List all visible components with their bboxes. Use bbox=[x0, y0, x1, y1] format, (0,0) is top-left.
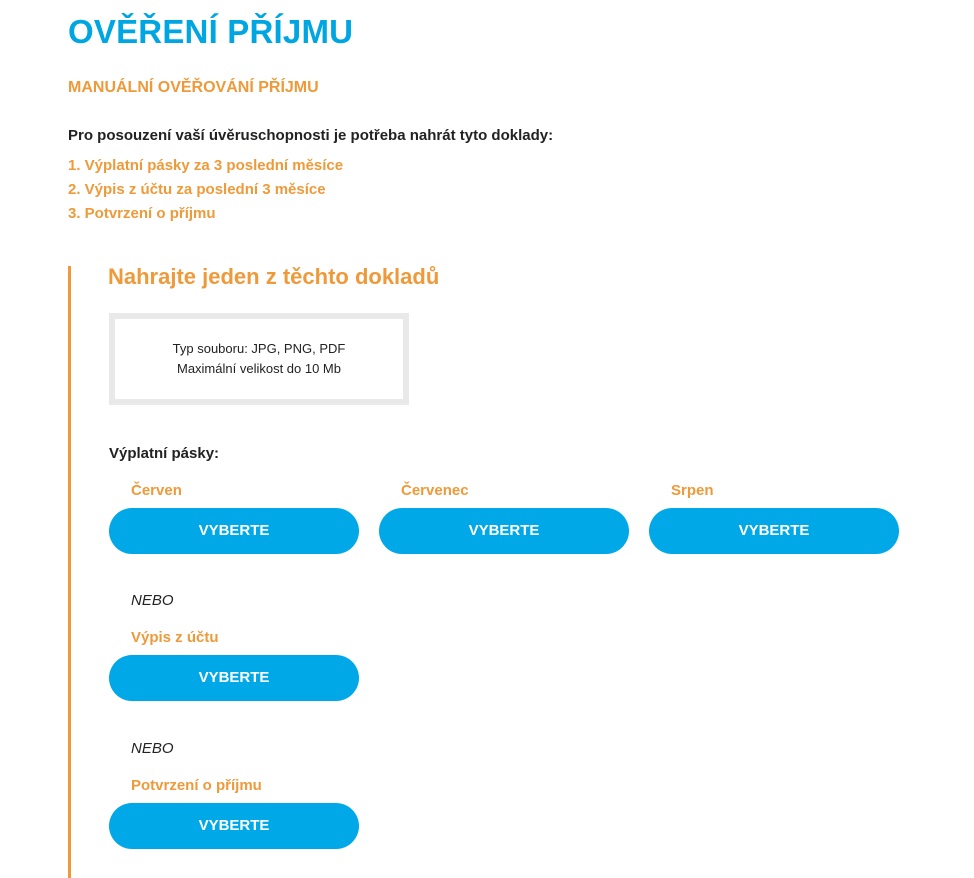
required-document-item: 3. Potvrzení o příjmu bbox=[68, 205, 216, 222]
select-file-button-income-confirmation[interactable]: VYBERTE bbox=[109, 803, 359, 849]
bank-statement-group bbox=[109, 628, 359, 701]
page-title: OVĚŘENÍ PŘÍJMU bbox=[68, 13, 354, 50]
upload-section-title: Nahrajte jeden z těchto dokladů bbox=[108, 264, 440, 289]
income-confirmation-label: Potvrzení o příjmu bbox=[131, 777, 262, 794]
payslips-label: Výplatní pásky: bbox=[109, 445, 220, 462]
intro-text: Pro posouzení vaší úvěruschopnosti je potřeba nahrát tyto doklady: bbox=[68, 127, 554, 144]
payslip-july-group bbox=[379, 481, 629, 554]
select-file-button-august[interactable]: VYBERTE bbox=[649, 508, 899, 554]
file-requirements-box bbox=[109, 313, 409, 405]
or-separator: NEBO bbox=[131, 592, 174, 609]
select-file-button-july[interactable]: VYBERTE bbox=[379, 508, 629, 554]
month-label-july: Červenec bbox=[401, 482, 469, 499]
page-subtitle: MANUÁLNÍ OVĚŘOVÁNÍ PŘÍJMU bbox=[68, 79, 319, 96]
select-file-button-bank-statement[interactable]: VYBERTE bbox=[109, 655, 359, 701]
upload-section bbox=[68, 266, 911, 878]
income-confirmation-group bbox=[109, 776, 359, 849]
bank-statement-label: Výpis z účtu bbox=[131, 629, 219, 646]
month-label-august: Srpen bbox=[671, 482, 714, 499]
month-label-june: Červen bbox=[131, 482, 182, 499]
payslip-june-group bbox=[109, 481, 359, 554]
required-document-item: 1. Výplatní pásky za 3 poslední měsíce bbox=[68, 157, 344, 174]
or-separator: NEBO bbox=[131, 740, 174, 757]
select-file-button-june[interactable]: VYBERTE bbox=[109, 508, 359, 554]
file-types-text: Typ souboru: JPG, PNG, PDF bbox=[172, 341, 346, 356]
max-size-text: Maximální velikost do 10 Mb bbox=[176, 361, 341, 376]
required-documents-list bbox=[68, 156, 343, 228]
payslip-august-group bbox=[649, 481, 899, 554]
required-document-item: 2. Výpis z účtu za poslední 3 měsíce bbox=[68, 181, 326, 198]
